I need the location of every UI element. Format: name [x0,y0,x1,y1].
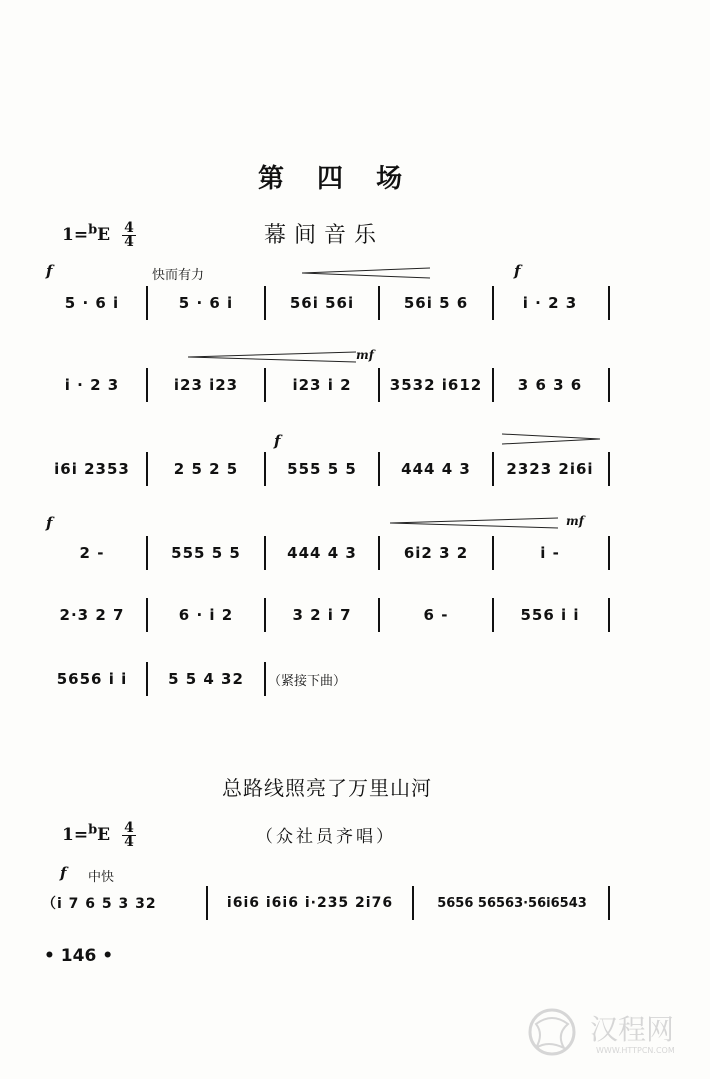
measure: 3532 i612 [389,376,483,394]
dynamic-f: f [60,864,67,882]
measure: i6i 2353 [54,460,130,478]
measure: 3 6 3 6 [517,376,583,394]
measure: 444 4 3 [287,544,357,562]
measure: 2·3 2 7 [59,606,125,624]
measure: 555 5 5 [171,544,241,562]
measure: 2323 2i6i [506,460,594,478]
key-prefix: 1= [62,825,89,845]
crescendo-hairpin [302,266,432,280]
song-title: 总路线照亮了万里山河 [222,776,432,800]
measure: 5 · 6 i [64,294,120,312]
measure: i - [540,544,560,562]
crescendo-hairpin [502,432,602,446]
flat-sign: b [88,822,98,838]
scene-title: 第 四 场 [258,164,415,194]
page-number: • 146 • [44,946,114,966]
watermark-text: 汉程网 [590,1013,675,1046]
dynamic-f: f [46,514,53,532]
tempo-marking: 快而有力 [152,268,205,283]
staff-row-5 [42,598,622,632]
dynamic-f: f [514,262,521,280]
staff-row-1 [42,286,622,320]
staff-row-6 [42,662,622,696]
key-prefix: 1= [62,225,89,245]
decrescendo-hairpin [188,350,358,364]
key-signature [62,822,136,849]
dynamic-f: f [46,262,53,280]
key-signature [62,222,136,249]
watermark-logo-icon [520,1004,584,1060]
dynamic-mf: mf [356,348,374,362]
measure: 444 4 3 [401,460,471,478]
measure: 6i2 3 2 [403,544,469,562]
crescendo-hairpin [390,516,560,530]
staff-row-3 [42,452,622,486]
measure: i23 i 2 [292,376,352,394]
song-staff-row [42,886,622,920]
flat-sign: b [88,222,98,238]
staff-row-4 [42,536,622,570]
measure: i6i6 i6i6 i·235 2i76 [226,895,394,911]
measure: i · 2 3 [522,294,578,312]
measure: 6 - [423,606,449,624]
measure: 5 5 4 32 [168,670,244,688]
time-signature: $\frac{4}{4}$ [124,220,134,250]
measure: 56i 56i [289,294,355,312]
measure: 555 5 5 [287,460,357,478]
performance-note: （紧接下曲） [268,673,347,689]
measure: 2 5 2 5 [173,460,239,478]
key-note: E [97,825,111,845]
time-signature: $\frac{4}{4}$ [124,820,134,850]
performer-note: （众社员齐唱） [256,827,396,847]
measure: 2 - [79,544,105,562]
measure: i23 i23 [173,376,239,394]
measure: 3 2 i 7 [292,606,352,624]
key-note: E [97,225,111,245]
measure: 556 i i [520,606,580,624]
measure: 56i 5 6 [403,294,469,312]
measure: 5656 i i [56,670,128,688]
measure: （i 7 6 5 3 32 [42,896,157,912]
staff-row-2 [42,368,622,402]
dynamic-f: f [274,432,281,450]
measure: 5656 56563·56i6543 [437,895,587,911]
watermark-url: WWW.HTTPCN.COM [596,1046,675,1055]
measure: 6 · i 2 [178,606,234,624]
tempo-marking: 中快 [88,870,115,885]
measure: 5 · 6 i [178,294,234,312]
measure: i · 2 3 [64,376,120,394]
scene-subtitle: 幕间音乐 [264,223,385,248]
dynamic-mf: mf [566,514,584,528]
